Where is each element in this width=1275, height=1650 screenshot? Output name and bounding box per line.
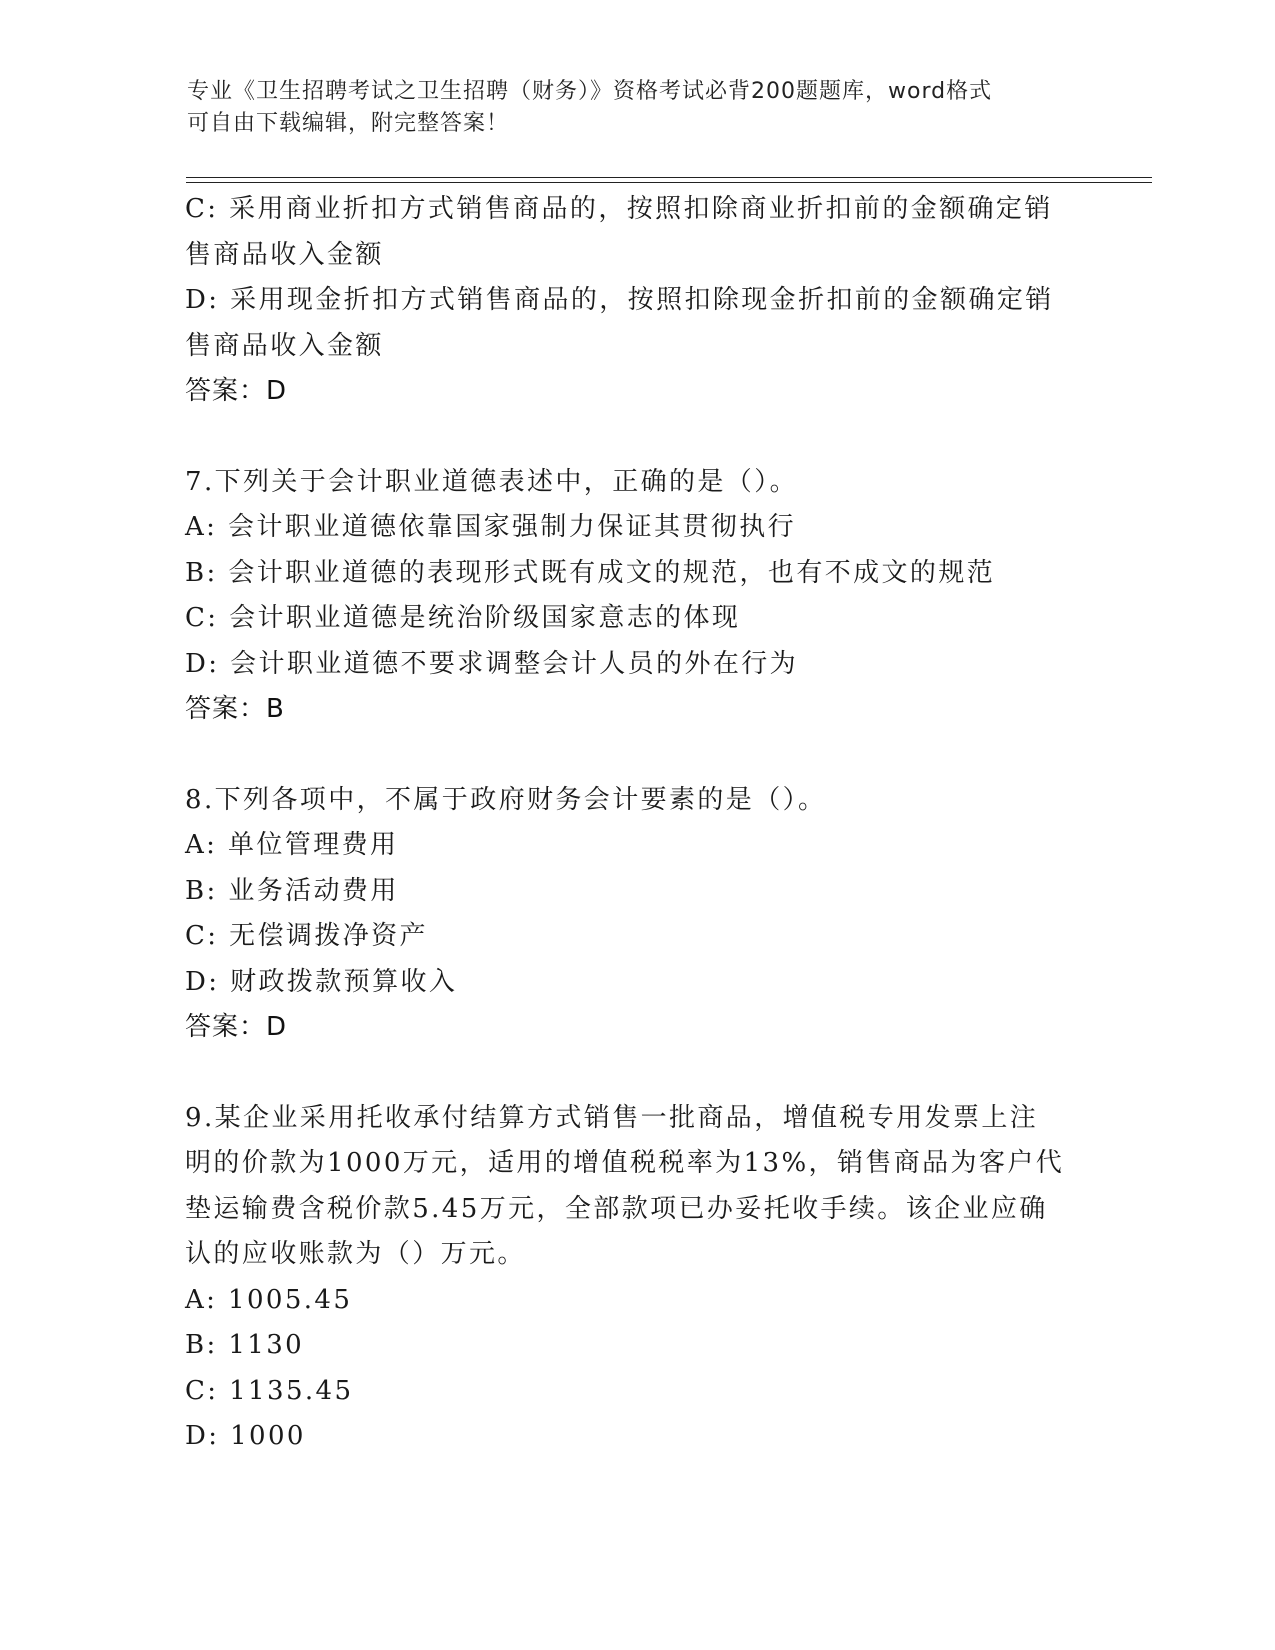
spacer [185, 733, 1105, 778]
q8-stem: 8.下列各项中，不属于政府财务会计要素的是（）。 [185, 784, 827, 815]
q9-option-b: B: 1130 [185, 1330, 305, 1360]
q9-option-a: A: 1005.45 [185, 1284, 353, 1315]
document-header [187, 76, 1067, 140]
q7-answer: 答案：B [185, 694, 285, 724]
q8-option-a: A: 单位管理费用 [185, 830, 399, 860]
question-body [185, 187, 1105, 1460]
q7-option-c: C: 会计职业道德是统治阶级国家意志的体现 [185, 603, 741, 633]
q8-option-c: C: 无偿调拨净资产 [185, 921, 428, 951]
question-8 [185, 778, 1105, 1051]
q9-stem-line1: 9.某企业采用托收承付结算方式销售一批商品，增值税专用发票上注 [185, 1102, 1039, 1133]
q7-option-b: B: 会计职业道德的表现形式既有成文的规范，也有不成文的规范 [185, 557, 996, 588]
q9-stem-line4: 认的应收账款为（）万元。 [185, 1239, 526, 1269]
q7-option-a: A: 会计职业道德依靠国家强制力保证其贯彻执行 [185, 512, 797, 542]
header-divider-top [186, 177, 1152, 178]
q6-option-d-line2: 售商品收入金额 [185, 330, 384, 361]
q8-answer: 答案：D [185, 1012, 288, 1042]
q8-option-d: D: 财政拨款预算收入 [185, 966, 458, 997]
q9-option-d: D: 1000 [185, 1421, 306, 1451]
q6-option-c-line2: 售商品收入金额 [185, 239, 384, 270]
header-line-1: 专业《卫生招聘考试之卫生招聘（财务）》资格考试必背200题题库，word格式 [187, 79, 993, 104]
header-line-2: 可自由下载编辑，附完整答案！ [187, 111, 510, 136]
q6-option-d-line1: D: 采用现金折扣方式销售商品的，按照扣除现金折扣前的金额确定销 [185, 285, 1054, 315]
spacer [185, 1051, 1105, 1096]
q7-stem: 7.下列关于会计职业道德表述中，正确的是（）。 [185, 466, 799, 497]
q6-answer: 答案：D [185, 376, 288, 406]
q6-option-c-line1: C: 采用商业折扣方式销售商品的，按照扣除商业折扣前的金额确定销 [185, 194, 1053, 224]
question-7 [185, 460, 1105, 733]
q9-option-c: C: 1135.45 [185, 1375, 354, 1406]
header-divider-bottom [186, 182, 1152, 183]
question-9 [185, 1096, 1105, 1460]
q9-stem-line2: 明的价款为1000万元，适用的增值税税率为13%，销售商品为客户代 [185, 1148, 1065, 1178]
q9-stem-line3: 垫运输费含税价款5.45万元，全部款项已办妥托收手续。该企业应确 [185, 1193, 1048, 1224]
q7-option-d: D: 会计职业道德不要求调整会计人员的外在行为 [185, 648, 799, 679]
spacer [185, 415, 1105, 460]
q8-option-b: B: 业务活动费用 [185, 875, 399, 906]
question-6-continued [185, 187, 1105, 415]
